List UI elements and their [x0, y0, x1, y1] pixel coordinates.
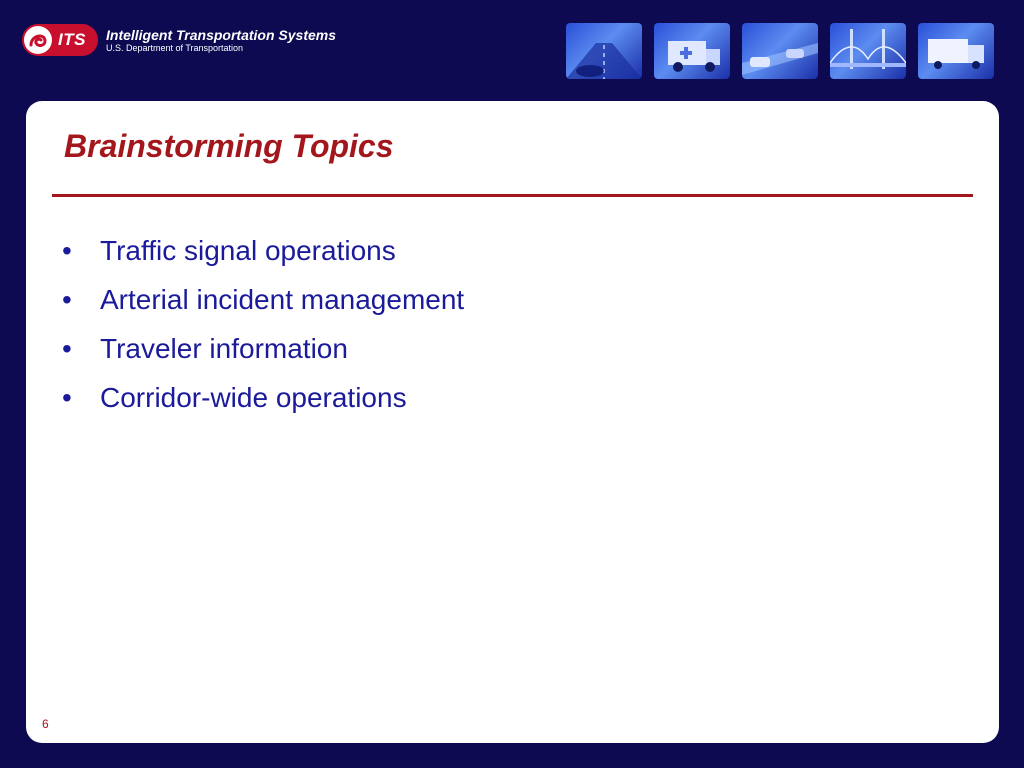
bullet-list: [62, 235, 464, 431]
bullet-icon: •: [62, 333, 72, 364]
slide-number: 6: [42, 717, 49, 731]
road-photo: [566, 23, 642, 79]
bullet-text: Corridor-wide operations: [100, 382, 407, 413]
traffic-photo: [742, 23, 818, 79]
bullet-icon: •: [62, 382, 72, 413]
logo-title: Intelligent Transportation Systems: [106, 26, 337, 43]
its-logo-text: ITS: [58, 30, 86, 49]
bullet-text: Traffic signal operations: [100, 235, 396, 266]
list-item: [62, 382, 464, 431]
truck-photo: [918, 23, 994, 79]
list-item: [62, 333, 464, 382]
bullet-icon: •: [62, 235, 72, 266]
header-photo-strip: [566, 23, 994, 79]
bridge-photo: [830, 23, 906, 79]
logo-wordmark: [106, 28, 336, 53]
its-logo: [22, 24, 336, 56]
slide-panel: [26, 101, 999, 743]
bullet-icon: •: [62, 284, 72, 315]
ambulance-photo: [654, 23, 730, 79]
list-item: [62, 235, 464, 284]
list-item: [62, 284, 464, 333]
its-logo-badge: [22, 24, 98, 56]
bullet-text: Traveler information: [100, 333, 348, 364]
bullet-text: Arterial incident management: [100, 284, 465, 315]
logo-subtitle: U.S. Department of Transportation: [106, 42, 244, 53]
slide-title: Brainstorming Topics: [64, 128, 394, 164]
dot-emblem-icon: [24, 26, 52, 54]
title-divider: [52, 194, 973, 197]
